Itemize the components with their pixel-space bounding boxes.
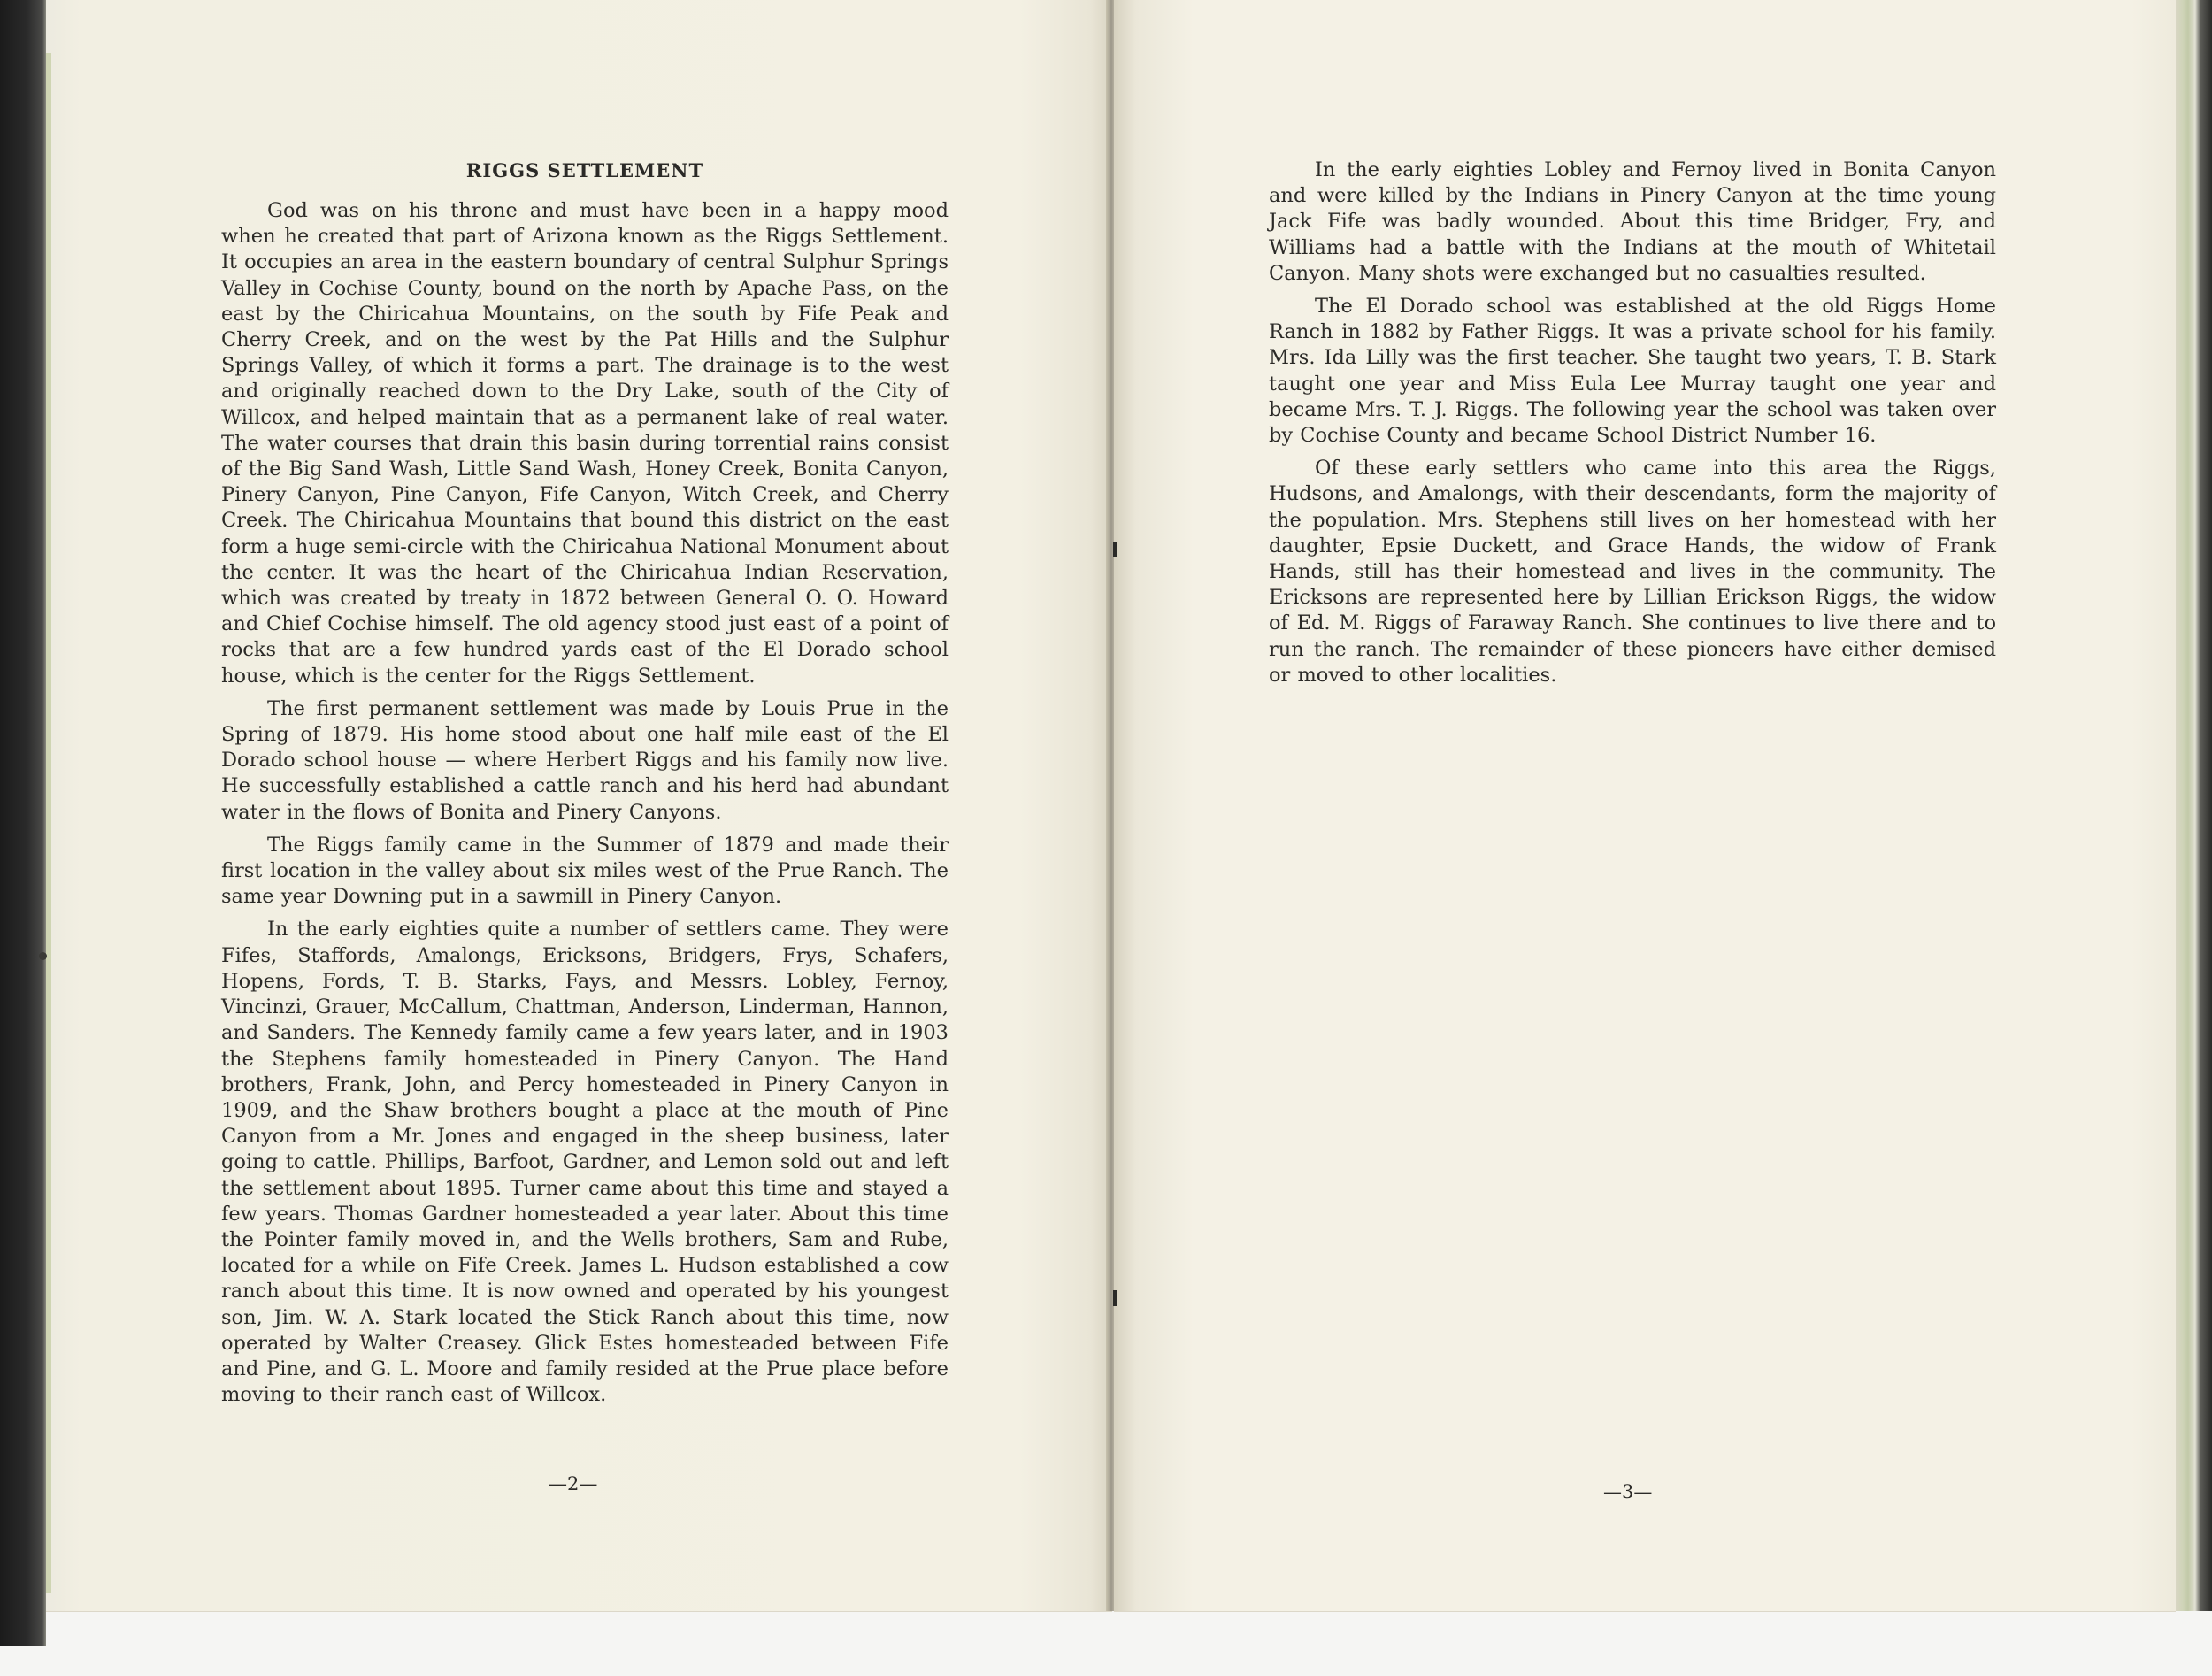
scan-speck <box>39 952 47 960</box>
right-page-text <box>1269 158 1996 696</box>
staple-mark <box>1113 542 1117 557</box>
paragraph: In the early eighties quite a number of settlers came. They were Fifes, Staffords, Amalongs, Ericksons, Bridgers, Frys, Schafers, Hopens, Fords, T. B. Starks, Fays, and Messrs. Lobley, Fernoy, Vincinzi, Grauer, McCallum, Chattman, Anderson, Linderman, Hannon, and Sanders. The Kennedy family came a few years later, and in 1903 the Stephens family homesteaded in Pinery Canyon. The Hand brothers, Frank, John, and Percy homesteaded in Pinery Canyon in 1909, and the Shaw brothers bought a place at the mouth of Pine Canyon from a Mr. Jones and engaged in the sheep business, later going to cattle. Phillips, Barfoot, Gardner, and Lemon sold out and left the settlement about 1895. Turner came about this time and stayed a few years. Thomas Gardner homesteaded a year later. About this time the Pointer family moved in, and the Wells brothers, Sam and Rube, located for a while on Fife Creek. James L. Hudson established a cow ranch about this time. It is now owned and operated by his youngest son, Jim. W. A. Stark located the Stick Ranch about this time, now operated by Walter Creasey. Glick Estes homesteaded between Fife and Pine, and G. L. Moore and family resided at the Prue place before moving to their ranch east of Willcox. <box>221 918 949 1407</box>
paragraph: Of these early settlers who came into this area the Riggs, Hudsons, and Amalongs, with their descendants, form the majority of the population. Mrs. Stephens still lives on her homestead with her daughter, Epsie Duckett, and Grace Hands, the widow of Frank Hands, still has their homestead and lives in the community. The Ericksons are represented here by Lillian Erickson Riggs, the widow of Ed. M. Riggs of Faraway Ranch. She continues to live there and to run the ranch. The remainder of these pioneers have either demised or moved to other localities. <box>1269 457 1996 687</box>
paragraph: The El Dorado school was established at the old Riggs Home Ranch in 1882 by Father Riggs. It was a private school for his family. Mrs. Ida Lilly was the first teacher. She taught two years, T. B. Stark taught one year and Miss Eula Lee Murray taught one year and became Mrs. T. J. Riggs. The following year the school was taken over by Cochise County and became School District Number 16. <box>1269 295 1996 448</box>
paragraph: God was on his throne and must have been in a happy mood when he created that part of Arizona known as the Riggs Settlement. It occupies an area in the eastern boundary of central Sulphur Springs Valley in Cochise County, bound on the north by Apache Pass, on the east by the Chiricahua Mountains, on the south by Fife Peak and Cherry Creek, and on the west by the Pat Hills and the Sulphur Springs Valley, of which it forms a part. The drainage is to the west and originally reached down to the Dry Lake, south of the City of Willcox, and helped maintain that as a permanent lake of real water. The water courses that drain this basin during torrential rains consist of the Big Sand Wash, Little Sand Wash, Honey Creek, Bonita Canyon, Pinery Canyon, Pine Canyon, Fife Canyon, Witch Creek, and Cherry Creek. The Chiricahua Mountains that bound this district on the east form a huge semi-circle with the Chiricahua National Monument about the center. It was the heart of the Chiricahua Indian Reservation, which was created by treaty in 1872 between General O. O. Howard and Chief Cochise himself. The old agency stood just east of a point of rocks that are a few hundred yards east of the El Dorado school house, which is the center for the Riggs Settlement. <box>221 199 949 688</box>
right-page-edge-stack <box>2176 0 2212 1611</box>
staple-mark <box>1113 1290 1117 1306</box>
chapter-title: RIGGS SETTLEMENT <box>465 159 704 181</box>
page-number-right: —3— <box>1603 1481 1653 1503</box>
paragraph: The first permanent settlement was made by Louis Prue in the Spring of 1879. His home stood about one half mile east of the El Dorado school house — where Herbert Riggs and his family now live. He successfully established a cattle ranch and his herd had abundant water in the flows of Bonita and Pinery Canyons. <box>221 696 949 824</box>
left-page-edge <box>46 53 51 1593</box>
page-number-left: —2— <box>549 1473 598 1495</box>
scanner-dark-edge <box>0 0 46 1646</box>
left-page-text <box>221 159 949 1415</box>
paragraph: The Riggs family came in the Summer of 1879 and made their first location in the valley about six miles west of the Prue Ranch. The same year Downing put in a sawmill in Pinery Canyon. <box>221 833 949 909</box>
paragraph: In the early eighties Lobley and Fernoy lived in Bonita Canyon and were killed by the Indians in Pinery Canyon at the time young Jack Fife was badly wounded. About this time Bridger, Fry, and Williams had a battle with the Indians at the mouth of Whitetail Canyon. Many shots were exchanged but no casualties resulted. <box>1269 158 1996 285</box>
